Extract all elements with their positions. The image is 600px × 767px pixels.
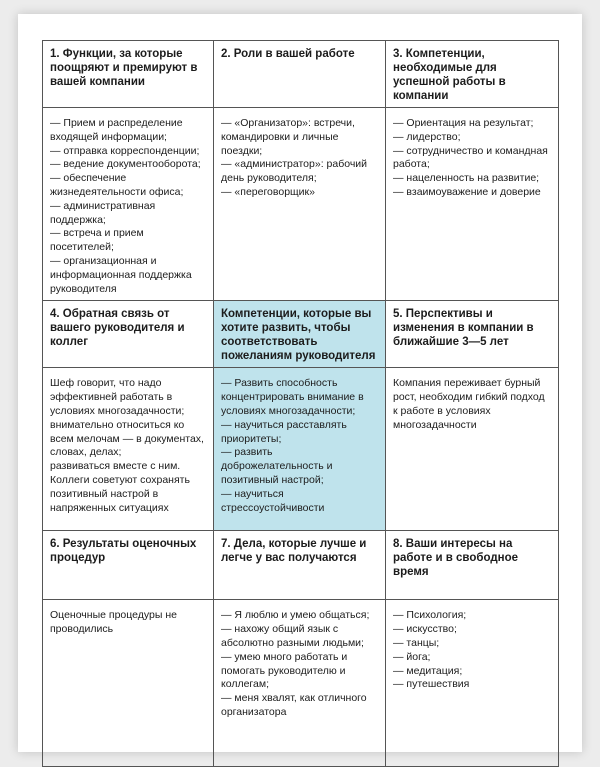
table-row	[43, 108, 559, 301]
cell-competencies-heading: 3. Компетенции, необходимые для успешной работы в компании	[386, 41, 559, 108]
list-item: Шеф говорит, что надо эффективней работать в условиях многозадачности;	[50, 377, 185, 417]
list-item: — взаимоуважение и доверие	[393, 185, 541, 198]
list-item: — встреча и прием посетителей;	[50, 227, 144, 254]
list-item: Коллеги советуют сохранять позитивный настрой в напряженных ситуациях	[50, 473, 190, 514]
cell-feedback-content	[43, 368, 214, 531]
list-item: — путешествия	[393, 678, 470, 691]
list-item: — административная поддержка;	[50, 199, 156, 226]
cell-roles-content	[214, 108, 386, 301]
list-item: — йога;	[393, 650, 431, 663]
list-item: — научиться стрессоустойчивости	[221, 487, 325, 514]
cell-develop-competencies-heading: Компетенции, которые вы хотите развить, чтобы соответствовать пожеланиям руководителя	[214, 301, 386, 368]
cell-assessment-heading: 6. Результаты оценочных процедур	[43, 531, 214, 600]
list-item: Компания переживает бурный рост, необходим гибкий подход к работе в условиях многозадачности	[393, 377, 545, 431]
cell-prospects-heading: 5. Перспективы и изменения в компании в ближайшие 3—5 лет	[386, 301, 559, 368]
cell-develop-competencies-content	[214, 368, 386, 531]
cell-functions-heading: 1. Функции, за которые поощряют и премируют в вашей компании	[43, 41, 214, 108]
table-row	[43, 531, 559, 600]
document-sheet	[18, 14, 582, 752]
list-item: — Я люблю и умею общаться;	[221, 609, 370, 622]
list-item: — организационная и информационная поддержка руководителя	[50, 254, 192, 295]
table-row	[43, 301, 559, 368]
list-item: — Прием и распределение входящей информации;	[50, 117, 183, 143]
list-item: — нахожу общий язык с абсолютно разными людьми;	[221, 623, 364, 649]
list-item: — лидерство;	[393, 130, 461, 143]
competency-table	[42, 40, 559, 767]
list-item: Оценочные процедуры не проводились	[50, 609, 177, 636]
list-item: — научиться расставлять приоритеты;	[221, 418, 347, 445]
cell-competencies-content	[386, 108, 559, 301]
list-item: — Психология;	[393, 609, 467, 622]
cell-feedback-heading: 4. Обратная связь от вашего руководителя и коллег	[43, 301, 214, 368]
list-item: — ведение документооборота;	[50, 158, 201, 171]
list-item: — медитация;	[393, 664, 463, 677]
list-item: — «администратор»: рабочий день руководителя;	[221, 158, 368, 185]
table-row	[43, 368, 559, 531]
list-item: — Ориентация на результат;	[393, 117, 534, 129]
cell-strengths-content	[214, 600, 386, 767]
cell-interests-content	[386, 600, 559, 767]
list-item: — искусство;	[393, 623, 457, 636]
list-item: — нацеленность на развитие;	[393, 172, 540, 185]
table-row	[43, 41, 559, 108]
table-row	[43, 600, 559, 767]
list-item: — меня хвалят, как отличного организатора	[221, 692, 367, 718]
cell-assessment-content	[43, 600, 214, 767]
list-item: — умею много работать и помогать руководителю и коллегам;	[221, 650, 348, 691]
list-item: — Развить способность концентрировать внимание в условиях многозадачности;	[221, 377, 364, 417]
cell-strengths-heading: 7. Дела, которые лучше и легче у вас получаются	[214, 531, 386, 600]
list-item: — танцы;	[393, 636, 440, 649]
list-item: — сотрудничество и командная работа;	[393, 144, 548, 171]
list-item: — развить доброжелательность и позитивный настрой;	[221, 446, 333, 486]
cell-interests-heading: 8. Ваши интересы на работе и в свободное время	[386, 531, 559, 600]
list-item: — «Организатор»: встречи, командировки и личные поездки;	[221, 117, 355, 157]
list-item: внимательно относиться ко всем мелочам — в документах, словах, делах;	[50, 418, 204, 459]
list-item: — «переговорщик»	[221, 185, 315, 198]
list-item: — отправка корреспонденции;	[50, 144, 200, 157]
list-item: развиваться вместе с ним.	[50, 460, 181, 473]
cell-functions-content	[43, 108, 214, 301]
list-item: — обеспечение жизнедеятельности офиса;	[50, 172, 184, 198]
cell-prospects-content	[386, 368, 559, 531]
cell-roles-heading: 2. Роли в вашей работе	[214, 41, 386, 108]
